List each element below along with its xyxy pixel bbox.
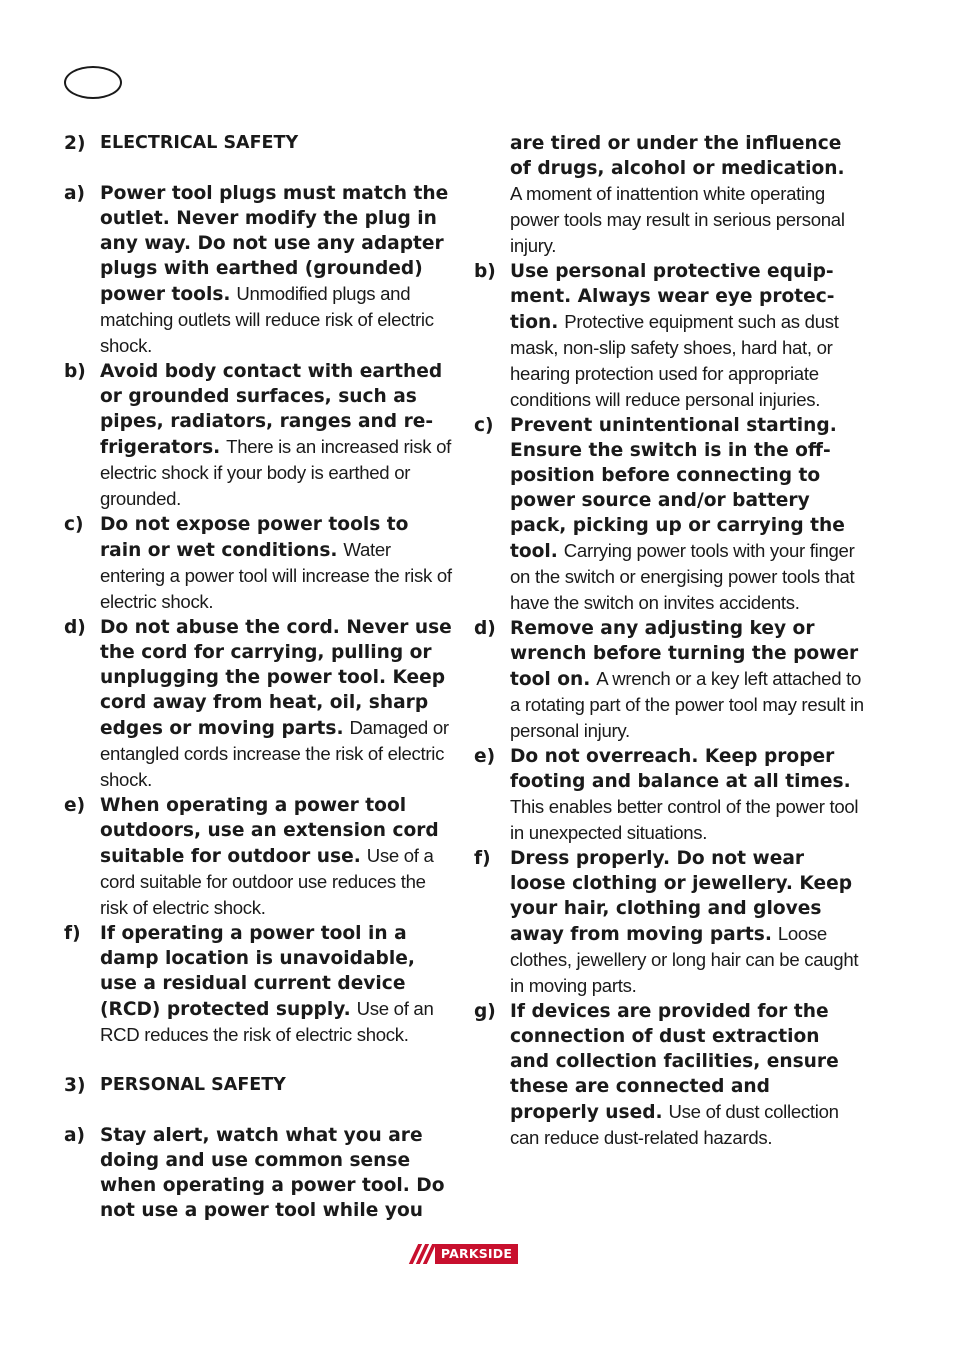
list-item-overreach [474, 744, 864, 846]
section-title: PERSONAL SAFETY [100, 1075, 286, 1095]
item-marker: e) [64, 795, 86, 816]
item-explanation: A wrench or a key left attached to a rotating part of the power tool may result in personal injury. [510, 668, 864, 741]
section-title: ELECTRICAL SAFETY [100, 133, 299, 153]
item-marker: c) [474, 415, 494, 436]
list-item-stay-alert [64, 1123, 454, 1223]
item-explanation: Loose clothes, jewellery or long hair can be caught in moving parts. [510, 923, 859, 996]
item-instruction: If devices are provided for the connection of dust extraction and collection facilities, ensure these are connected and properly used. [510, 1001, 839, 1123]
item-explanation: This enables better control of the power tool in unexpected situations. [510, 796, 859, 843]
section-number: 2) [64, 133, 86, 154]
item-instruction: Dress properly. Do not wear loose clothing or jewellery. Keep your hair, clothing and gloves away from moving parts. [510, 848, 853, 945]
item-marker: f) [64, 923, 81, 944]
left-column [64, 131, 454, 1223]
item-instruction: Use personal protective equipment. Always wear eye protection. [510, 261, 835, 333]
item-marker: c) [64, 514, 84, 535]
section-number: 3) [64, 1075, 86, 1096]
logo-wordmark: PARKSIDE [435, 1244, 518, 1264]
section-electrical-safety-heading [64, 131, 454, 156]
item-explanation: Use of a cord suitable for outdoor use reduces the risk of electric shock. [100, 845, 434, 918]
list-item-adjusting-key [474, 616, 864, 744]
list-item-plugs [64, 181, 454, 359]
item-marker: e) [474, 746, 496, 767]
item-instruction: Stay alert, watch what you are doing and use common sense when operating a power tool. Do not use a power tool while you [100, 1125, 445, 1221]
item-instruction: Do not expose power tools to rain or wet conditions. [100, 514, 409, 561]
list-item-damp-location [64, 921, 454, 1048]
list-item-cord [64, 615, 454, 793]
item-instruction: If operating a power tool in a damp location is unavoidable, use a residual current device (RCD) protected supply. [100, 923, 415, 1020]
item-explanation: Water entering a power tool will increase the risk of electric shock. [100, 539, 452, 612]
item-explanation: There is an increased risk of electric shock if your body is earthed or grounded. [100, 436, 452, 509]
list-item-dust-extraction [474, 999, 864, 1151]
right-column [474, 131, 864, 1151]
item-marker: b) [64, 361, 86, 382]
item-instruction: are tired or under the influence of drugs, alcohol or medication. [510, 133, 845, 179]
item-marker: d) [474, 618, 496, 639]
item-marker: d) [64, 617, 86, 638]
item-instruction: Remove any adjusting key or wrench before turning the power tool on. [510, 618, 859, 690]
item-marker: a) [64, 1125, 86, 1146]
language-badge [64, 66, 122, 99]
list-item-protective-equipment [474, 259, 864, 413]
list-item-stay-alert-continued [510, 131, 864, 259]
section-personal-safety-heading [64, 1073, 454, 1098]
item-instruction: Avoid body contact with earthed or grounded surfaces, such as pipes, radiators, ranges and refrigerators. [100, 361, 443, 458]
item-explanation: Damaged or entangled cords increase the risk of electric shock. [100, 717, 449, 790]
item-explanation: Carrying power tools with your finger on the switch or energising power tools that have the switch on invites accidents. [510, 540, 855, 613]
list-item-rain [64, 512, 454, 615]
list-item-unintentional-starting [474, 413, 864, 616]
list-item-outdoors [64, 793, 454, 921]
logo-stripes-icon [407, 1244, 435, 1264]
list-item-dress-properly [474, 846, 864, 999]
item-explanation: Use of an RCD reduces the risk of electric shock. [100, 998, 434, 1045]
item-instruction: Do not overreach. Keep proper footing and balance at all times. [510, 746, 851, 792]
item-explanation: Unmodified plugs and matching outlets will reduce risk of electric shock. [100, 283, 434, 356]
item-marker: f) [474, 848, 491, 869]
item-explanation: Protective equipment such as dust mask, non-slip safety shoes, hard hat, or hearing protection used for appropriate conditions will reduce personal injuries. [510, 311, 839, 410]
item-instruction: Do not abuse the cord. Never use the cord for carrying, pulling or unplugging the power tool. Keep cord away from heat, oil, sharp edges or moving parts. [100, 617, 452, 739]
item-instruction: When operating a power tool outdoors, use an extension cord suitable for outdoor use. [100, 795, 439, 867]
parkside-logo [407, 1244, 518, 1264]
list-item-body-contact [64, 359, 454, 512]
item-instruction: Power tool plugs must match the outlet. Never modify the plug in any way. Do not use any adapter plugs with earthed (grounded) power tools. [100, 183, 449, 305]
item-explanation: Use of dust collection can reduce dust-related hazards. [510, 1101, 839, 1148]
item-marker: b) [474, 261, 496, 282]
item-marker: g) [474, 1001, 496, 1022]
item-marker: a) [64, 183, 86, 204]
item-instruction: Prevent unintentional starting. Ensure the switch is in the off-position before connecting to power source and/or battery pack, picking up or carrying the tool. [510, 415, 845, 562]
item-explanation: A moment of inattention white operating power tools may result in serious personal injury. [510, 183, 845, 256]
